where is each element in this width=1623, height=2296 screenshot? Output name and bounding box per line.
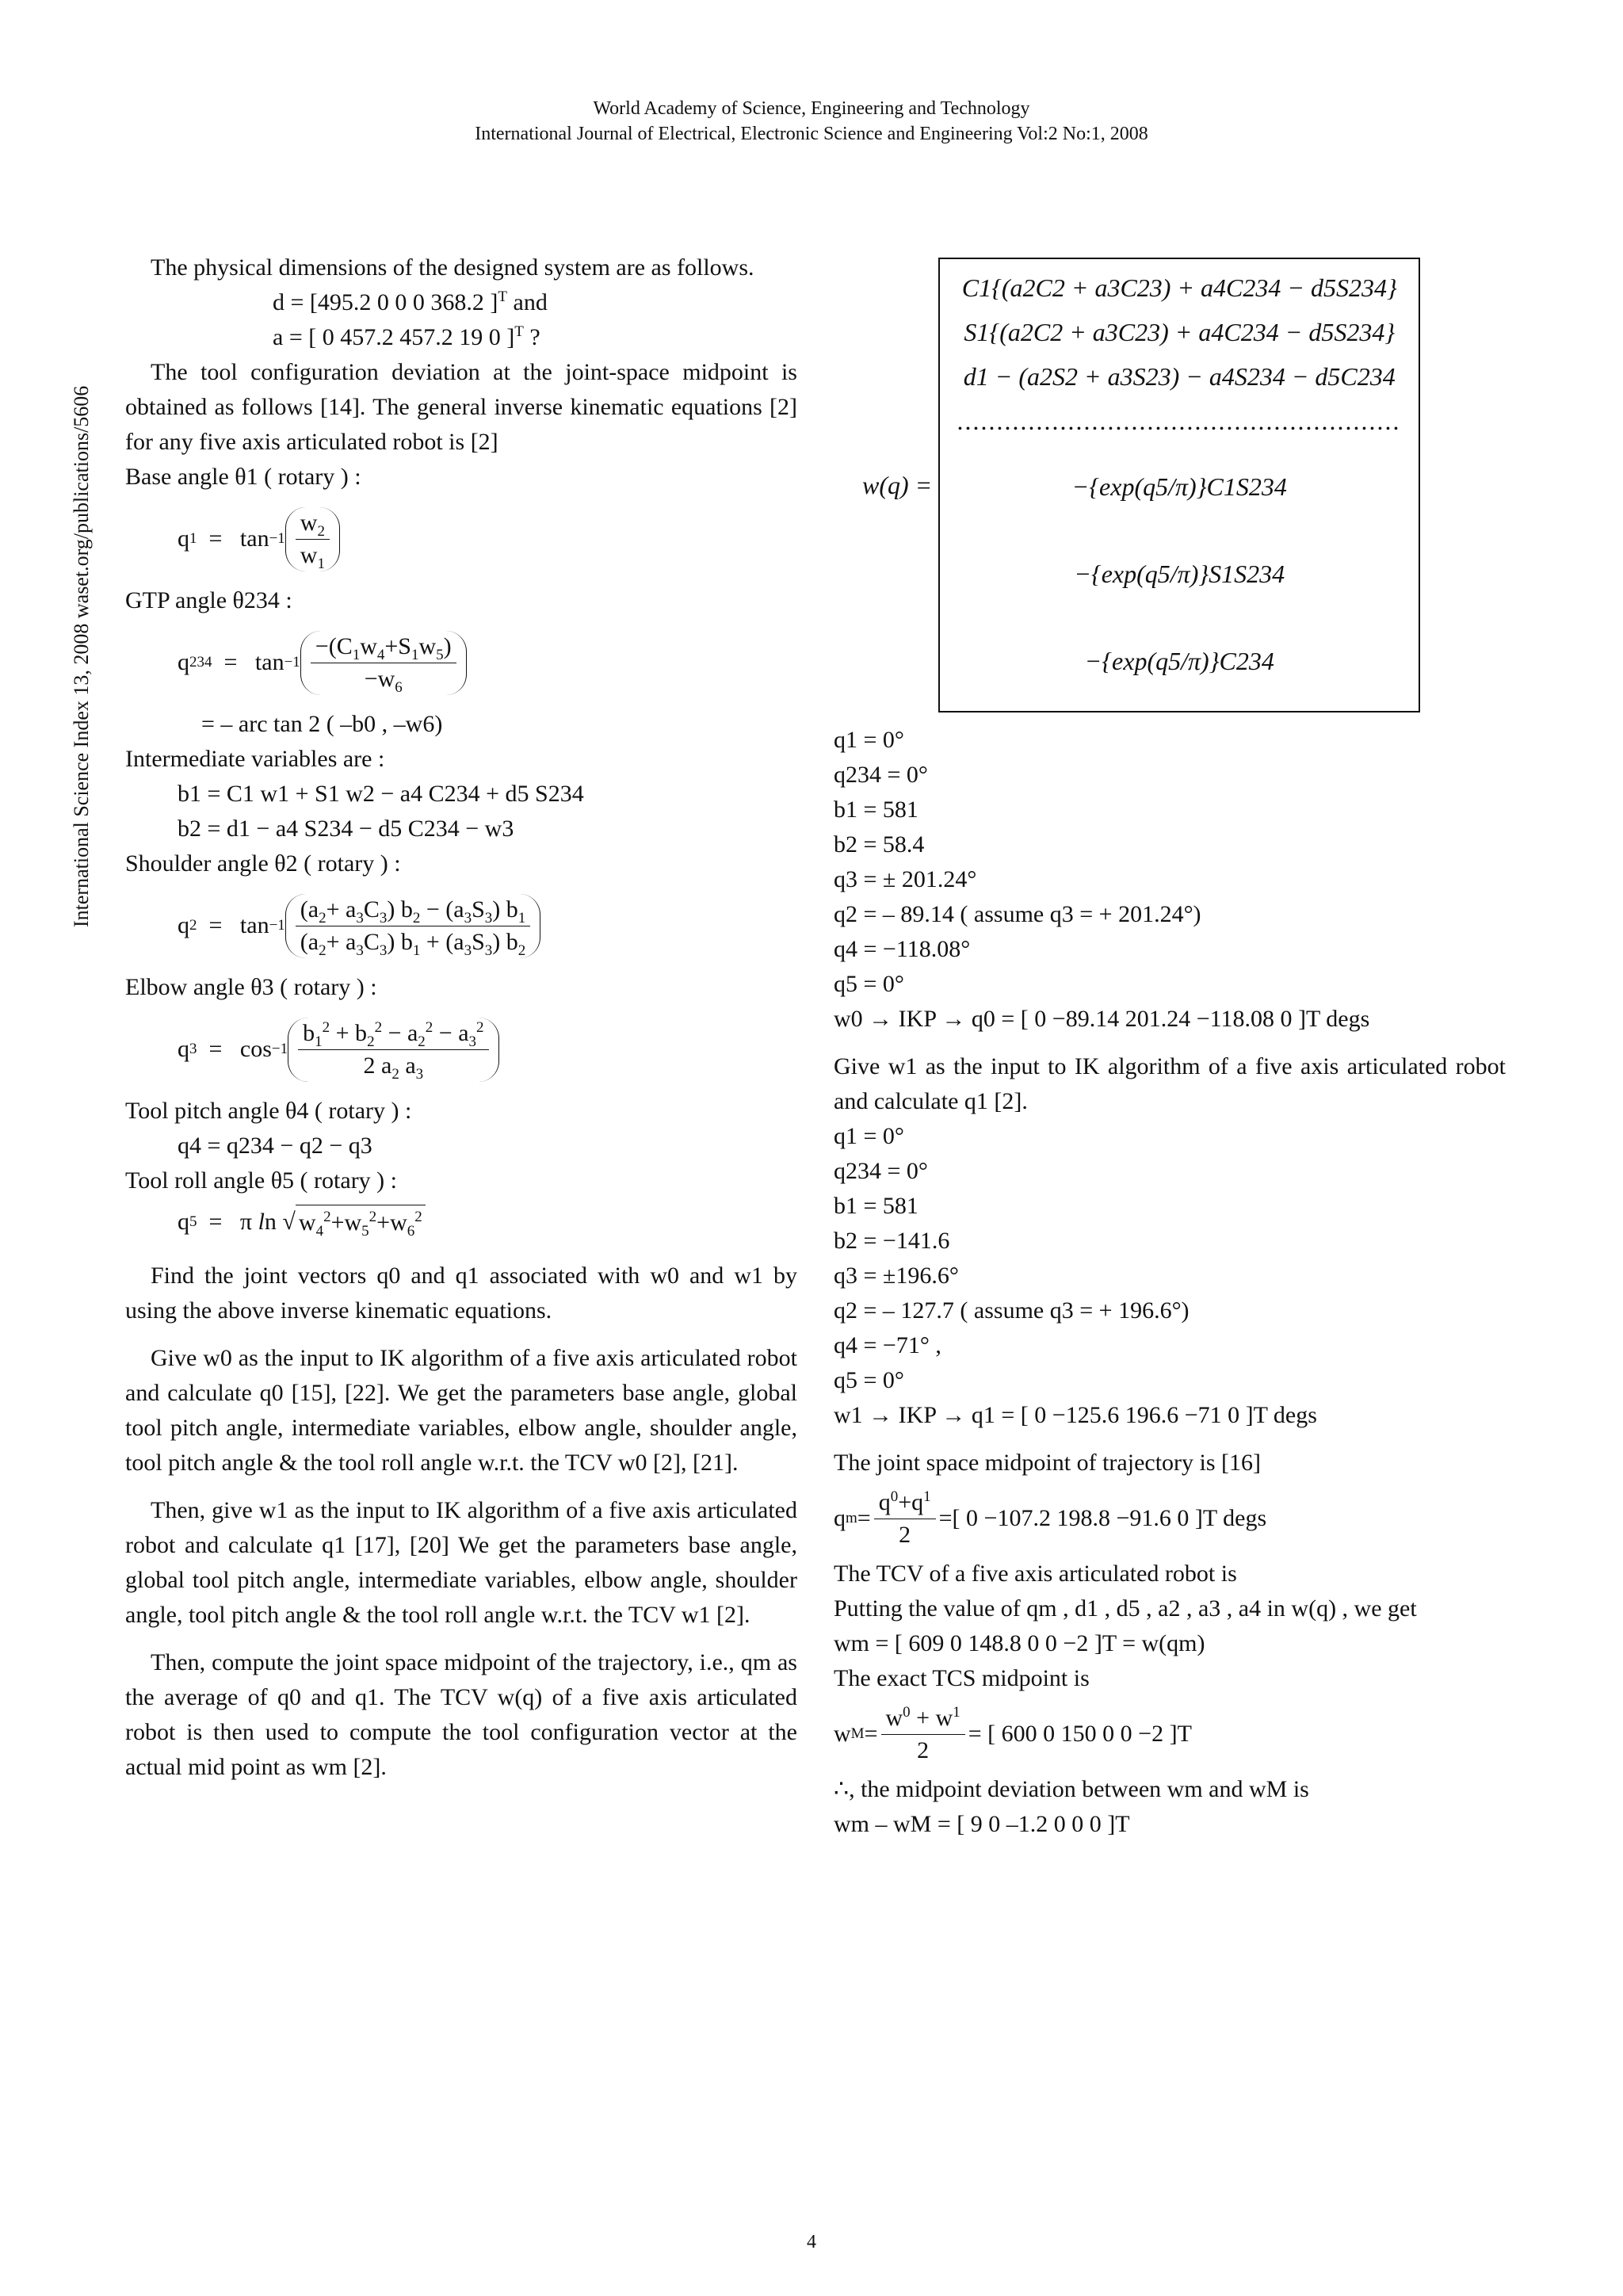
matrix-row: d1 − (a2S2 + a3S23) − a4S234 − d5C234 (963, 362, 1396, 391)
equation-d: d = [495.2 0 0 0 368.2 ]$^T$ and (273, 288, 548, 315)
heading-elbow-angle: Elbow angle θ3 ( rotary ) : (125, 974, 377, 1000)
equation-q3: q 3 = cos −1 $\frac{b_1^2 + b_2^2 - a_2^2 - a_3^2}{2 a_2 a_3}$ (125, 1005, 797, 1094)
page-number: 4 (807, 2232, 816, 2252)
right-column (834, 250, 1506, 1842)
equation-arctan: = – arc tan 2 ( –b0 , –w6) (201, 711, 443, 737)
paragraph-deviation: The tool configuration deviation at the joint-space midpoint is obtained as follows [14]. The general inverse kinematic equations [2] for any five axis articulated robot is [2] (125, 359, 797, 455)
paragraph-putting: Putting the value of qm , d1 , d5 , a2 , a3 , a4 in w(q) , we get (834, 1595, 1417, 1622)
heading-intermediate: Intermediate variables are : (125, 746, 385, 772)
equation-b2: b2 = d1 − a4 S234 − d5 C234 − w3 (178, 816, 514, 842)
equation-w0-ikp: w0 → IKP → q0 = [ 0 −89.14 201.24 −118.08 0 ]T degs (834, 1006, 1370, 1032)
result-line: b1 = 581 (834, 1193, 918, 1219)
equation-q1: q 1 = tan −1 $\frac{w_2}{w_1}$ (125, 495, 797, 583)
heading-roll-angle: Tool roll angle θ5 ( rotary ) : (125, 1167, 398, 1194)
result-line: b2 = −141.6 (834, 1228, 950, 1254)
paragraph-dimensions: The physical dimensions of the designed system are as follows. (151, 254, 754, 281)
result-line: q4 = −118.08° (834, 936, 971, 962)
result-line: q2 = – 127.7 ( assume q3 = + 196.6°) (834, 1297, 1190, 1324)
equation-qm: q m = $\frac{q^0+q^1}{2}$ =[ 0 −107.2 198.8 −91.6 0 ]T degs (834, 1488, 1267, 1548)
result-line: q4 = −71° , (834, 1332, 941, 1358)
heading-gtp-angle: GTP angle θ234 : (125, 587, 292, 613)
paragraph-deviation-line: ∴, the midpoint deviation between wm and wM is (834, 1776, 1309, 1802)
matrix-row: −{exp(q5/π)}C1S234 (1071, 472, 1287, 501)
paragraph-midpoint-intro: The joint space midpoint of trajectory is [16] (834, 1450, 1262, 1476)
result-line: q234 = 0° (834, 762, 928, 788)
result-line: b1 = 581 (834, 797, 918, 823)
equation-q5: q 5 = π l n √ $w_4^2+w_5^2+w_6^2$ (125, 1198, 797, 1246)
equation-q4: q4 = q234 − q2 − q3 (178, 1133, 372, 1159)
equation-difference: wm – wM = [ 9 0 –1.2 0 0 0 ]T (834, 1811, 1130, 1837)
paragraph-give-w1-right: Give w1 as the input to IK algorithm of a five axis articulated robot and calculate q1 [2]. (834, 1053, 1506, 1114)
equation-b1: b1 = C1 w1 + S1 w2 − a4 C234 + d5 S234 (178, 781, 584, 807)
paragraph-tcv: The TCV of a five axis articulated robot is (834, 1561, 1237, 1587)
heading-base-angle: Base angle θ1 ( rotary ) : (125, 464, 361, 490)
paragraph-exact-tcs: The exact TCS midpoint is (834, 1665, 1090, 1691)
result-line: q234 = 0° (834, 1158, 928, 1184)
journal-volume: International Journal of Electrical, Electronic Science and Engineering Vol:2 No:1, 2008 (475, 124, 1148, 144)
equation-wm: wm = [ 609 0 148.8 0 0 −2 ]T = w(qm) (834, 1630, 1205, 1656)
equation-q234: q 234 = tan −1 $\frac{-(C_1w_4+S_1w_5)}{-w_6}$ (125, 618, 797, 707)
paragraph-give-w0: Give w0 as the input to IK algorithm of a five axis articulated robot and calculate q0 [15], [22]. We get the parameters base angle, global tool pitch angle, intermediate variables, elbow angle, shoulder angle, tool pitch angle & the tool roll angle w.r.t. the TCV w0 [2], [21]. (125, 1345, 797, 1476)
matrix-separator: ........................................................ (957, 407, 1402, 435)
result-line: q3 = ±196.6° (834, 1263, 959, 1289)
journal-name: World Academy of Science, Engineering and Technology (593, 98, 1030, 119)
equation-w1-ikp: w1 → IKP → q1 = [ 0 −125.6 196.6 −71 0 ]T degs (834, 1402, 1317, 1428)
equation-wM: w M = $\frac{w^0 + w^1}{2}$ = [ 600 0 150 0 0 −2 ]T (834, 1703, 1192, 1763)
result-line: q3 = ± 201.24° (834, 866, 977, 892)
paragraph-give-w1: Then, give w1 as the input to IK algorithm of a five axis articulated robot and calculate q1 [17], [20] We get the parameters base angle, global tool pitch angle, intermediate variables, elbow angle, shoulder angle, tool pitch angle & the tool roll angle w.r.t. the TCV w1 [2]. (125, 1497, 797, 1628)
paragraph-midpoint: Then, compute the joint space midpoint of the trajectory, i.e., qm as the average of q0 and q1. The TCV w(q) of a five axis articulated robot is then used to compute the tool configuration vector at the actual mid point as wm [2]. (125, 1649, 797, 1780)
equation-a: a = [ 0 457.2 457.2 19 0 ]$^T$ ? (273, 323, 540, 350)
matrix-row: −{exp(q5/π)}S1S234 (1074, 560, 1285, 588)
result-line: q5 = 0° (834, 1367, 904, 1393)
result-line: q1 = 0° (834, 1123, 904, 1149)
matrix-row: S1{(a2C2 + a3C23) + a4C234 − d5S234} (964, 318, 1396, 346)
equation-q2: q 2 = tan −1 $\frac{(a_2+ a_3C_3) b_2 - (a_3S_3) b_1}{(a_2+ a_3C_3) b_1 + (a_3S_3) b_2}$ (125, 881, 797, 970)
sidebar-citation: International Science Index 13, 2008 waset.org/publications/5606 (70, 385, 93, 927)
paragraph-find: Find the joint vectors q0 and q1 associated with w0 and w1 by using the above inverse kinematic equations. (125, 1263, 797, 1324)
heading-pitch-angle: Tool pitch angle θ4 ( rotary ) : (125, 1098, 412, 1124)
matrix-row: −{exp(q5/π)}C234 (1084, 647, 1274, 675)
result-line: q1 = 0° (834, 727, 904, 753)
heading-shoulder-angle: Shoulder angle θ2 ( rotary ) : (125, 850, 401, 877)
result-line: q2 = – 89.14 ( assume q3 = + 201.24°) (834, 901, 1201, 927)
equation-wq: w(q) = C1{(a2C2 + a3C23) + a4C234 − d5S234} S1{(a2C2 + a3C23) + a4C234 − d5S234} d1 − (a2S2 + a3S23) − a4S234 − d5C234 ........................................................ −{exp(q5/π)}C1S234 −{exp(q5/π)}S1S234 −{exp(q5/π)}C234 (834, 247, 1506, 723)
matrix-row: C1{(a2C2 + a3C23) + a4C234 − d5S234} (961, 273, 1397, 302)
wq-matrix (938, 258, 1420, 712)
result-line: q5 = 0° (834, 971, 904, 997)
left-column (125, 250, 797, 1785)
result-line: b2 = 58.4 (834, 831, 925, 858)
